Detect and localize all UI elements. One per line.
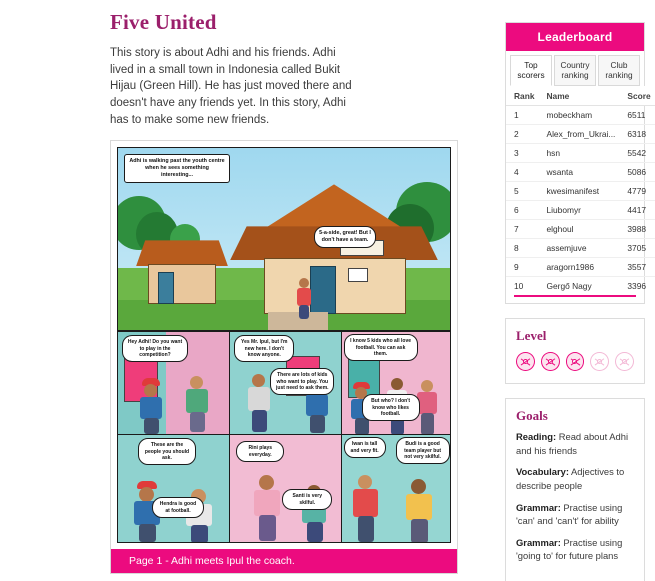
football-icon [615, 352, 634, 371]
goal-text: Read about Adhi and his friends [516, 431, 629, 456]
comic-panel-5 [117, 435, 230, 543]
comic-inner [117, 147, 451, 573]
cell-score: 3396 [627, 281, 647, 292]
column-score: Score [619, 86, 654, 106]
cell-name: aragorn1986 [538, 258, 619, 277]
football-icon [516, 352, 535, 371]
cell-rank: 3 [506, 144, 538, 163]
page-title: Five United [110, 10, 217, 34]
table-row[interactable] [506, 144, 655, 163]
speech-bubble-5: I know 5 kids who all love football. You can ask them. [344, 334, 418, 361]
cell-name: hsn [538, 144, 619, 163]
table-row[interactable] [506, 182, 655, 201]
tab-club-ranking[interactable]: Club ranking [598, 55, 640, 86]
goals-heading: Goals [516, 408, 548, 424]
cell-name: assemjuve [538, 239, 619, 258]
level-card [505, 318, 645, 384]
table-row[interactable] [506, 258, 655, 277]
cell-score: 4417 [619, 201, 654, 220]
story-intro: This story is about Adhi and his friends. Adhi lived in a small town in Indonesia called Bukit Hijau (Green Hill). He has just moved there and doesn't have any friends yet. In this story, Adhi has to make some new friends. [110, 47, 352, 126]
cell-name: Alex_from_Ukrai... [538, 125, 619, 144]
comic-panel-2 [117, 331, 230, 435]
comic-caption: Page 1 - Adhi meets Ipul the coach. [111, 549, 457, 573]
comic-panel-1 [117, 147, 451, 331]
goal-text: Practise using 'going to' for future plans [516, 536, 623, 562]
leaderboard-card [505, 22, 651, 304]
goal-label: Vocabulary: [516, 466, 569, 478]
cell-name: elghoul [538, 220, 619, 239]
goals-list [506, 430, 644, 581]
level-meter [506, 350, 644, 383]
cell-rank: 4 [506, 163, 538, 182]
goal-label: Reading: [516, 431, 557, 443]
goal-text: Practise using 'can' and 'can't' for ability [516, 501, 623, 527]
sidebar [505, 8, 651, 562]
table-row[interactable] [506, 220, 655, 239]
cell-name: Liubomyr [538, 201, 619, 220]
cell-rank: 8 [506, 239, 538, 258]
cell-score: 5086 [619, 163, 654, 182]
speech-bubble-9: Iwan is tall and very fit. [344, 437, 386, 458]
speech-bubble-11: Hendra is good at football. [152, 497, 204, 518]
speech-bubble-6: But who? I don't know who likes football. [362, 394, 420, 421]
cell-name: mobeckham [538, 106, 619, 125]
speech-bubble-narration: Adhi is walking past the youth centre when he sees something interesting... [124, 154, 230, 182]
story-column [10, 8, 442, 568]
goal-text: Adjectives to describe people [516, 466, 625, 491]
speech-bubble-4: There are lots of kids who want to play. You just need to ask them. [270, 368, 334, 395]
leaderboard-divider [514, 295, 636, 297]
goals-card [505, 398, 645, 581]
cell-score: 3988 [619, 220, 654, 239]
cell-rank: 9 [506, 258, 538, 277]
character-adhi [296, 278, 312, 322]
table-row[interactable] [506, 277, 655, 296]
football-icon [566, 352, 585, 371]
comic-strip [110, 140, 458, 574]
cell-rank: 1 [506, 106, 538, 125]
comic-row-3 [117, 435, 451, 543]
table-row[interactable] [506, 125, 655, 144]
column-rank: Rank [506, 86, 538, 106]
leaderboard-tabs [506, 51, 644, 86]
speech-bubble-1: 5-a-side, great! But I don't have a team. [314, 226, 376, 248]
speech-bubble-12: Santi is very skilful. [282, 489, 332, 510]
football-icon [541, 352, 560, 371]
football-icon [590, 352, 609, 371]
cell-score: 3557 [619, 258, 654, 277]
cell-name: kwesimanifest [538, 182, 619, 201]
table-row[interactable] [506, 239, 655, 258]
table-row[interactable] [506, 106, 655, 125]
table-row[interactable] [506, 163, 655, 182]
cell-rank: 6 [506, 201, 538, 220]
cell-score: 5542 [619, 144, 654, 163]
cell-score: 6511 [619, 106, 654, 125]
cell-name: Gergő Nagy [546, 281, 592, 292]
column-name: Name [538, 86, 619, 106]
level-heading: Level [516, 328, 547, 344]
cell-score: 4779 [619, 182, 654, 201]
cell-rank: 5 [506, 182, 538, 201]
cell-rank: 2 [506, 125, 538, 144]
leaderboard-table [506, 86, 655, 295]
cell-score: 6318 [619, 125, 654, 144]
table-row[interactable] [506, 201, 655, 220]
goal-item [516, 430, 634, 457]
tab-top-scorers[interactable]: Top scorers [510, 55, 552, 86]
comic-panel-3 [230, 331, 341, 435]
cell-rank: 7 [506, 220, 538, 239]
cell-name: wsanta [538, 163, 619, 182]
leaderboard-heading: Leaderboard [506, 23, 644, 51]
comic-panel-7 [342, 435, 451, 543]
cell-rank: 10 [514, 281, 524, 292]
goal-label: Grammar: [516, 536, 561, 548]
goal-item [516, 465, 634, 492]
comic-panel-4 [342, 331, 451, 435]
cell-score: 3705 [619, 239, 654, 258]
speech-bubble-3: Yes Mr. Ipul, but I'm new here. I don't know anyone. [234, 335, 294, 362]
speech-bubble-10: Budi is a good team player but not very skilful. [396, 437, 450, 464]
comic-row-2 [117, 331, 451, 435]
speech-bubble-8: Rini plays everyday. [236, 441, 284, 462]
speech-bubble-7: These are the people you should ask. [138, 438, 196, 465]
speech-bubble-2: Hey Adhi! Do you want to play in the competition? [122, 335, 188, 362]
table-header-row [506, 86, 655, 106]
goal-label: Grammar: [516, 501, 561, 513]
tab-country-ranking[interactable]: Country ranking [554, 55, 596, 86]
goal-item [516, 501, 634, 528]
goal-item [516, 536, 634, 563]
comic-panel-6 [230, 435, 341, 543]
